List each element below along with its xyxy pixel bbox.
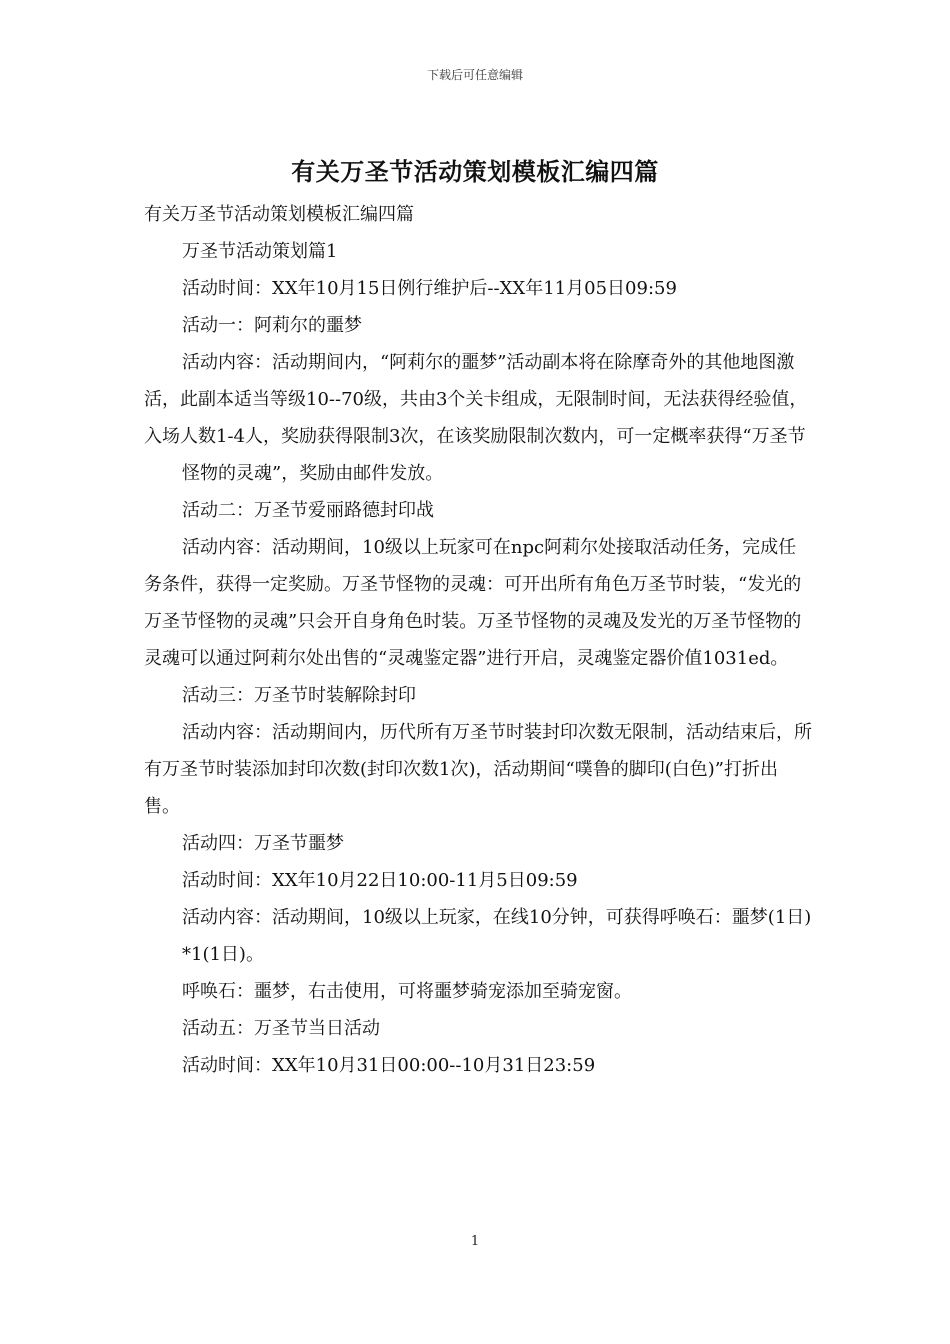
- paragraph: 活动内容：活动期间内，历代所有万圣节时装封印次数无限制，活动结束后，所有万圣节时装添加封印次数(封印次数1次)，活动期间“噗鲁的脚印(白色)”打折出售。: [144, 722, 812, 817]
- activity-heading: 活动四：万圣节噩梦: [182, 833, 344, 854]
- activity-heading: 活动五：万圣节当日活动: [182, 1018, 380, 1039]
- paragraph: 活动时间：XX年10月15日例行维护后--XX年11月05日09:59: [182, 278, 677, 299]
- paragraph: 活动内容：活动期间，10级以上玩家可在npc阿莉尔处接取活动任务，完成任务条件，获得一定奖励。万圣节怪物的灵魂：可开出所有角色万圣节时装，“发光的万圣节怪物的灵魂”只会开自身角色时装。万圣节怪物的灵魂及发光的万圣节怪物的灵魂可以通过阿莉尔处出售的“灵魂鉴定器”进行开启，灵魂鉴定器价值1031ed。: [144, 537, 802, 669]
- paragraph: 呼唤石：噩梦，右击使用，可将噩梦骑宠添加至骑宠窗。: [182, 981, 632, 1002]
- header-note: 下载后可任意编辑: [426, 68, 523, 82]
- paragraph: 活动内容：活动期间内，“阿莉尔的噩梦”活动副本将在除摩奇外的其他地图激活，此副本适当等级10--70级，共由3个关卡组成，无限制时间，无法获得经验值，入场人数1-4人，奖励获得限制3次，在该奖励限制次数内，可一定概率获得“万圣节: [144, 352, 808, 447]
- page-number: 1: [470, 1234, 480, 1249]
- paragraph: 活动时间：XX年10月31日00:00--10月31日23:59: [182, 1055, 596, 1076]
- paragraph: 活动时间：XX年10月22日10:00-11月5日09:59: [182, 870, 578, 891]
- activity-heading: 活动三：万圣节时装解除封印: [182, 685, 416, 706]
- activity-heading: 活动二：万圣节爱丽路德封印战: [182, 500, 434, 521]
- paragraph: *1(1日)。: [182, 944, 264, 965]
- document-title: 有关万圣节活动策划模板汇编四篇: [291, 157, 659, 186]
- activity-heading: 活动一：阿莉尔的噩梦: [182, 315, 362, 336]
- section-heading: 万圣节活动策划篇1: [182, 241, 338, 262]
- paragraph: 怪物的灵魂”，奖励由邮件发放。: [182, 463, 444, 484]
- paragraph: 活动内容：活动期间，10级以上玩家，在线10分钟，可获得呼唤石：噩梦(1日): [182, 907, 812, 928]
- subtitle-line: 有关万圣节活动策划模板汇编四篇: [144, 204, 414, 225]
- document-body: [144, 196, 812, 1084]
